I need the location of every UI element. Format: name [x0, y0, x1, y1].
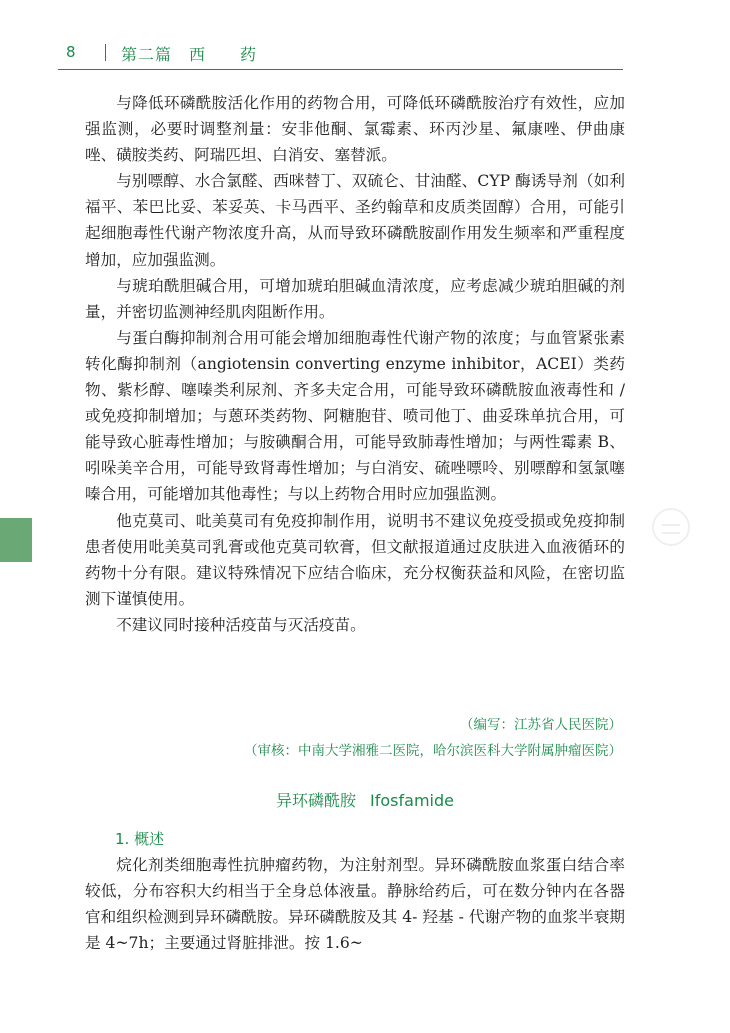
header-divider [105, 44, 106, 61]
overview-heading: 1. 概述 [115, 830, 165, 848]
drug-title [0, 788, 730, 811]
header-rule [58, 69, 623, 70]
author-credit: （编写：江苏省人民医院） [460, 717, 622, 733]
section-title: 第二篇 西 药 [121, 45, 258, 64]
drug-name-en: Ifosfamide [370, 791, 454, 810]
paragraph-3: 与琥珀酰胆碱合用，可增加琥珀胆碱血清浓度，应考虑减少琥珀胆碱的剂量，并密切监测神经肌肉阻断作用。 [85, 276, 625, 321]
overview-text-block [85, 852, 625, 956]
chapter-thumb-tab [0, 518, 32, 562]
drug-interactions-text [85, 90, 625, 638]
page-number: 8 [66, 43, 76, 61]
paragraph-2: 与别嘌醇、水合氯醛、西咪替丁、双硫仑、甘油醛、CYP 酶诱导剂（如利福平、苯巴比妥、苯妥英、卡马西平、圣约翰草和皮质类固醇）合用，可能引起细胞毒性代谢产物浓度升高，从而导致环磷酰胺副作用发生频率和严重程度增加，应加强监测。 [85, 172, 625, 269]
paragraph-5: 他克莫司、吡美莫司有免疫抑制作用，说明书不建议免疫受损或免疫抑制患者使用吡美莫司乳膏或他克莫司软膏，但文献报道通过皮肤进入血液循环的药物十分有限。建议特殊情况下应结合临床，充分权衡获益和风险，在密切监测下谨慎使用。 [85, 511, 625, 608]
reviewer-credit: （审核：中南大学湘雅二医院，哈尔滨医科大学附属肿瘤医院） [244, 743, 622, 759]
drug-name-cn: 异环磷酰胺 [276, 791, 357, 810]
paragraph-4: 与蛋白酶抑制剂合用可能会增加细胞毒性代谢产物的浓度；与血管紧张素转化酶抑制剂（angiotensin converting enzyme inhibitor，ACEI）类药物、紫杉醇、噻嗪类利尿剂、齐多夫定合用，可能导致环磷酰胺血液毒性和 / 或免疫抑制增加；与蒽环类药物、阿糖胞苷、喷司他丁、曲妥珠单抗合用，可能导致心脏毒性增加；与胺碘酮合用，可能导致肺毒性增加；与两性霉素 B、吲哚美辛合用，可能导致肾毒性增加；与白消安、硫唑嘌呤、别嘌醇和氢氯噻嗪合用，可能增加其他毒性；与以上药物合用时应加强监测。 [85, 328, 625, 504]
paragraph-1: 与降低环磷酰胺活化作用的药物合用，可降低环磷酰胺治疗有效性，应加强监测，必要时调整剂量：安非他酮、氯霉素、环丙沙星、氟康唑、伊曲康唑、磺胺类药、阿瑞匹坦、白消安、塞替派。 [85, 94, 625, 165]
paragraph-6: 不建议同时接种活疫苗与灭活疫苗。 [116, 615, 366, 634]
page-header [0, 0, 730, 70]
overview-paragraph: 烷化剂类细胞毒性抗肿瘤药物，为注射剂型。异环磷酰胺血浆蛋白结合率较低，分布容积大约相当于全身总体液量。静脉给药后，可在数分钟内在各器官和组织检测到异环磷酰胺。异环磷酰胺及其 4- 羟基 - 代谢产物的血浆半衰期是 4~7h；主要通过肾脏排泄。按 1.6~ [85, 856, 625, 953]
watermark-logo-icon [652, 508, 690, 546]
